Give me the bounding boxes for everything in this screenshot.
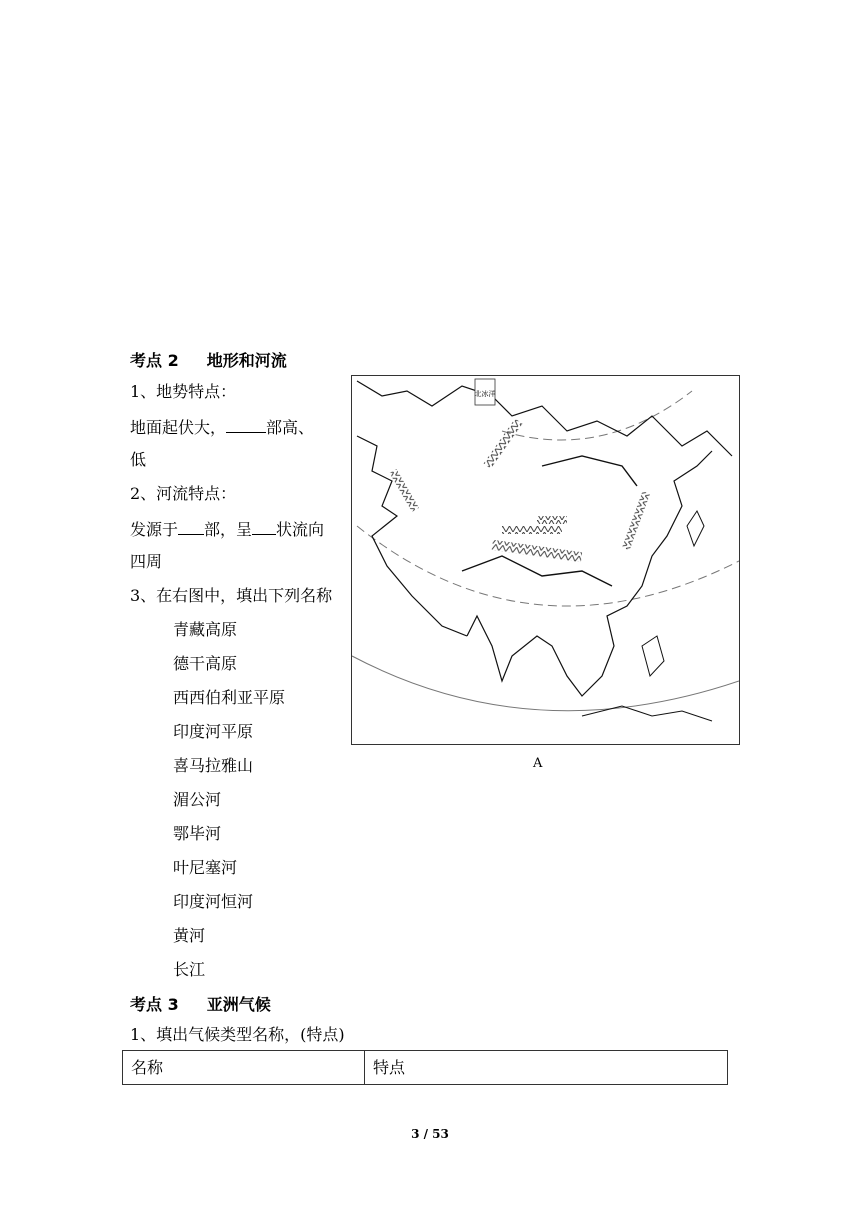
section-2-heading xyxy=(130,348,287,371)
section-3-number: 考点 3 xyxy=(130,995,179,1014)
mountain-range xyxy=(390,469,419,512)
fill-item: 德干高原 xyxy=(173,654,238,673)
western-coast xyxy=(357,436,467,636)
terrain-blank[interactable] xyxy=(226,416,266,433)
fill-item: 西西伯利亚平原 xyxy=(173,688,286,707)
fill-item: 喜马拉雅山 xyxy=(173,756,254,775)
mountain-range xyxy=(622,491,650,550)
table-header-name: 名称 xyxy=(123,1051,365,1084)
fill-item: 叶尼塞河 xyxy=(173,858,238,877)
mountain-range xyxy=(502,526,562,534)
fill-item: 湄公河 xyxy=(173,790,222,809)
page-number: 3 / 53 xyxy=(411,1127,449,1141)
fill-item: 长江 xyxy=(173,960,206,979)
river-line-wrap: 四周 xyxy=(130,552,163,571)
section-2-number: 考点 2 xyxy=(130,351,179,370)
southern-eastern-coast xyxy=(467,451,712,696)
japan-islands xyxy=(687,511,704,546)
section-3-heading xyxy=(130,992,271,1015)
fill-item: 印度河平原 xyxy=(173,722,254,741)
ural-mountains xyxy=(484,419,523,469)
fill-item: 鄂毕河 xyxy=(173,824,222,843)
arctic-circle-line xyxy=(502,391,692,440)
himalaya-mountains xyxy=(492,540,583,562)
river-shape-blank[interactable] xyxy=(252,518,276,535)
tropic-line xyxy=(357,526,739,606)
asia-map-svg xyxy=(352,376,739,744)
philippine-islands xyxy=(642,636,664,676)
river-label: 2、河流特点： xyxy=(130,484,237,503)
boundary-line xyxy=(462,556,612,586)
climate-table xyxy=(122,1050,728,1085)
mountain-range xyxy=(537,516,567,524)
section-3-title: 亚洲气候 xyxy=(206,995,271,1014)
terrain-line-wrap: 低 xyxy=(130,450,147,469)
boundary-line xyxy=(542,456,637,486)
fill-item: 印度河恒河 xyxy=(173,892,254,911)
fill-instruction: 3、在右图中，填出下列名称 xyxy=(130,586,333,605)
climate-instruction: 1、填出气候类型名称，(特点) xyxy=(130,1025,345,1044)
fill-item: 青藏高原 xyxy=(173,620,238,639)
indonesia-islands xyxy=(582,706,712,721)
asia-outline-map xyxy=(351,375,740,745)
map-caption: A xyxy=(533,756,543,771)
equator-line xyxy=(352,656,739,711)
terrain-line: 地面起伏大， 部高、 xyxy=(130,418,315,437)
fill-item: 黄河 xyxy=(173,926,206,945)
table-header-feature: 特点 xyxy=(373,1058,406,1077)
northern-coast xyxy=(357,381,732,456)
terrain-label: 1、地势特点： xyxy=(130,382,237,401)
inset-label-text: 北冰洋 xyxy=(474,390,496,398)
section-2-title: 地形和河流 xyxy=(206,351,287,370)
river-source-blank[interactable] xyxy=(178,518,204,535)
river-line: 发源于 部，呈 状流向 xyxy=(130,520,325,539)
